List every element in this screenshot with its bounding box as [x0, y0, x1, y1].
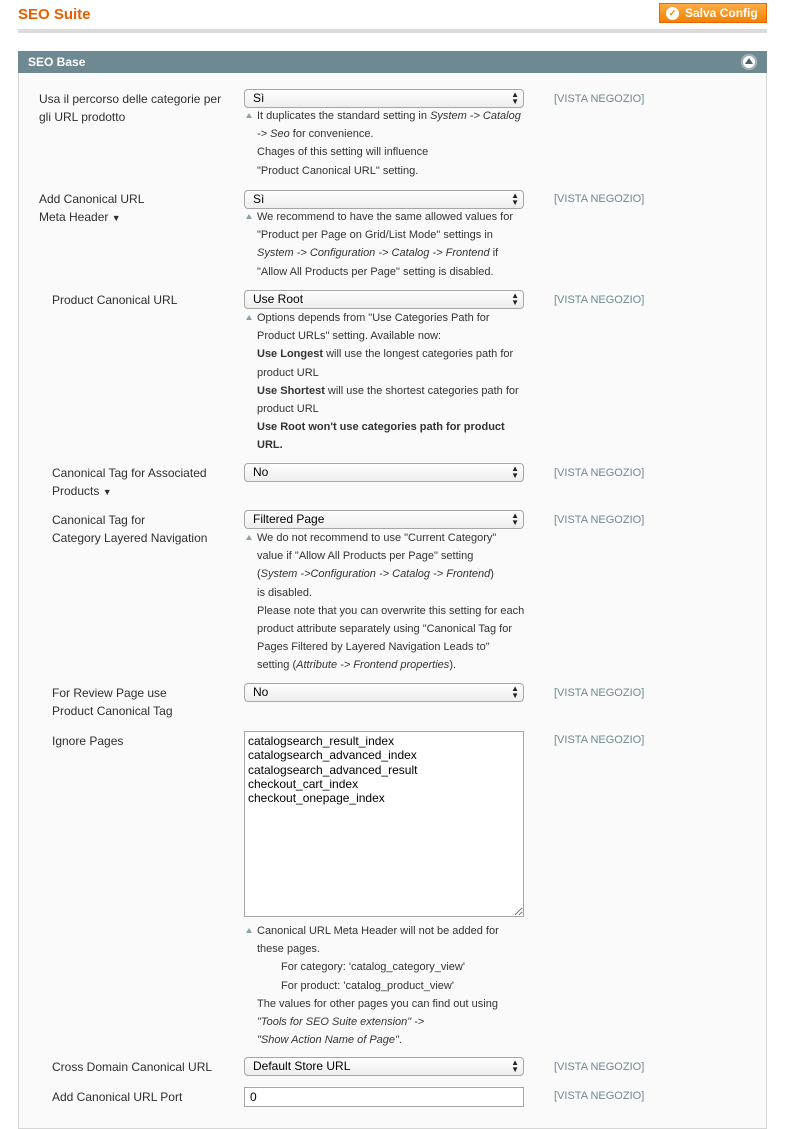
note-line: We recommend to have the same allowed values for — [257, 211, 513, 223]
label-ignore-pages: Ignore Pages — [52, 734, 124, 748]
select-value: Sì — [253, 192, 265, 206]
note-line: "Show Action Name of Page". — [257, 1034, 402, 1047]
label-line: Product Canonical Tag — [52, 704, 173, 718]
note-line: "Allow All Products per Page" setting is disabled. — [257, 265, 494, 278]
note-line: -> Seo for convenience. — [257, 128, 374, 141]
select-arrows-icon: ▲ ▼ — [511, 191, 519, 207]
canonical-port-input[interactable] — [244, 1087, 524, 1107]
note-line: setting (Attribute -> Frontend properties). — [257, 659, 457, 672]
section-header[interactable] — [18, 51, 767, 73]
label-add-canonical — [39, 190, 144, 227]
save-config-label: Salva Config — [685, 6, 758, 20]
scope-label: [VISTA NEGOZIO] — [554, 734, 645, 746]
note-line: "Product per Page on Grid/List Mode" settings in — [257, 229, 493, 242]
note-triangle-icon — [246, 535, 252, 540]
cross-domain-select[interactable] — [244, 1057, 524, 1076]
note-emphasis: System ->Configuration -> Catalog -> Frontend — [260, 568, 491, 581]
note-line: Options depends from "Use Categories Path for — [257, 312, 490, 324]
use-category-path-select[interactable] — [244, 89, 524, 108]
select-value: No — [253, 465, 269, 479]
select-arrows-icon: ▲ ▼ — [511, 511, 519, 527]
label-line: For Review Page use — [52, 686, 167, 700]
select-arrows-icon: ▲ ▼ — [511, 684, 519, 700]
scope-label: [VISTA NEGOZIO] — [554, 1061, 645, 1073]
label-line: Meta Header — [39, 210, 109, 224]
scope-label: [VISTA NEGOZIO] — [554, 294, 645, 306]
page-title: SEO Suite — [18, 6, 91, 23]
note-triangle-icon — [246, 113, 252, 118]
note-triangle-icon — [246, 928, 252, 933]
label-use-category-path — [39, 90, 221, 126]
note-line: We do not recommend to use "Current Category" — [257, 532, 497, 544]
label-product-canonical: Product Canonical URL — [52, 293, 178, 307]
scope-label: [VISTA NEGOZIO] — [554, 1090, 645, 1102]
note-line: (System ->Configuration -> Catalog -> Frontend) — [257, 568, 494, 581]
note-line: Use Shortest will use the shortest categories path for — [257, 384, 519, 397]
caret-down-icon: ▼ — [102, 487, 112, 497]
note-product-canonical — [246, 309, 546, 455]
select-value: Sì — [253, 91, 265, 105]
note-line: value if "Allow All Products per Page" setting — [257, 550, 474, 563]
note-line: Use Longest will use the longest categories path for — [257, 348, 514, 361]
label-line: gli URL prodotto — [39, 110, 126, 124]
note-ignore-pages — [246, 922, 546, 1049]
scope-label: [VISTA NEGOZIO] — [554, 467, 645, 479]
select-arrows-icon: ▲ ▼ — [511, 1058, 519, 1074]
note-line: Please note that you can overwrite this setting for each — [257, 604, 525, 617]
label-line: Category Layered Navigation — [52, 531, 208, 545]
note-indent: For category: 'catalog_category_view' — [281, 961, 465, 974]
note-emphasis: "Tools for SEO Suite extension" — [257, 1016, 412, 1029]
label-line: Canonical Tag for Associated — [52, 466, 207, 480]
note-line: product attribute separately using "Canonical Tag for — [257, 623, 513, 636]
note-strong: Use Root won't use categories path for product — [257, 421, 505, 434]
label-line: Usa il percorso delle categorie per — [39, 92, 222, 106]
note-line: "Tools for SEO Suite extension" -> — [257, 1016, 425, 1029]
note-strong: Use Shortest — [257, 384, 325, 397]
ignore-pages-textarea[interactable] — [244, 731, 524, 917]
select-value: Use Root — [253, 292, 304, 306]
note-line: "Product Canonical URL" setting. — [257, 164, 419, 177]
label-canonical-port: Add Canonical URL Port — [52, 1090, 183, 1104]
scope-label: [VISTA NEGOZIO] — [554, 687, 645, 699]
note-line: Product URLs" setting. Available now: — [257, 330, 442, 343]
note-line — [246, 436, 546, 454]
product-canonical-select[interactable] — [244, 290, 524, 309]
label-layered-navigation — [52, 511, 207, 547]
select-value: Filtered Page — [253, 512, 325, 526]
collapse-icon[interactable] — [741, 54, 757, 70]
scope-label: [VISTA NEGOZIO] — [554, 93, 645, 105]
note-line: product URL — [257, 366, 319, 379]
label-cross-domain: Cross Domain Canonical URL — [52, 1060, 213, 1074]
note-emphasis: System -> Configuration -> Catalog -> Frontend — [257, 247, 490, 260]
section-title: SEO Base — [28, 55, 86, 69]
note-emphasis: "Show Action Name of Page" — [257, 1034, 399, 1047]
note-line: Pages Filtered by Layered Navigation Leads to" — [257, 641, 490, 654]
checkmark-icon: ✓ — [666, 7, 679, 20]
review-page-select[interactable] — [244, 683, 524, 702]
note-line: product URL — [257, 403, 319, 416]
note-use-category-path — [246, 107, 546, 180]
note-line: these pages. — [257, 943, 320, 956]
note-add-canonical — [246, 208, 546, 281]
note-triangle-icon — [246, 214, 252, 219]
label-line: Add Canonical URL — [39, 192, 145, 206]
note-line — [246, 418, 546, 436]
note-layered-navigation — [246, 529, 546, 675]
note-emphasis: System -> Catalog — [430, 110, 521, 122]
title-divider — [18, 29, 767, 33]
note-line: Chages of this setting will influence — [257, 146, 429, 159]
add-canonical-select[interactable] — [244, 190, 524, 209]
select-value: Default Store URL — [253, 1059, 351, 1073]
note-emphasis: Attribute -> Frontend properties — [296, 659, 450, 672]
note-strong: Use Longest — [257, 348, 324, 361]
scope-label: [VISTA NEGOZIO] — [554, 193, 645, 205]
note-strong: URL. — [257, 439, 283, 452]
note-line — [246, 977, 546, 995]
select-value: No — [253, 685, 269, 699]
note-line: Canonical URL Meta Header will not be added for — [257, 925, 499, 937]
label-associated-products — [52, 464, 207, 501]
note-line: It duplicates the standard setting in System -> Catalog — [257, 110, 521, 122]
save-config-button[interactable] — [659, 3, 767, 23]
layered-navigation-select[interactable] — [244, 510, 524, 529]
note-line — [246, 958, 546, 976]
label-review-page — [52, 684, 173, 720]
associated-products-select[interactable] — [244, 463, 524, 482]
note-emphasis: -> Seo — [257, 128, 290, 141]
note-line: The values for other pages you can find out using — [257, 997, 498, 1010]
caret-down-icon: ▼ — [111, 213, 121, 223]
label-line: Products — [52, 484, 100, 498]
label-line: Canonical Tag for — [52, 513, 146, 527]
note-line: System -> Configuration -> Catalog -> Frontend if — [257, 247, 499, 260]
note-triangle-icon — [246, 315, 252, 320]
select-arrows-icon: ▲ ▼ — [511, 291, 519, 307]
select-arrows-icon: ▲ ▼ — [511, 90, 519, 106]
scope-label: [VISTA NEGOZIO] — [554, 514, 645, 526]
note-indent: For product: 'catalog_product_view' — [281, 979, 454, 992]
note-line: is disabled. — [257, 586, 313, 599]
select-arrows-icon: ▲ ▼ — [511, 464, 519, 480]
